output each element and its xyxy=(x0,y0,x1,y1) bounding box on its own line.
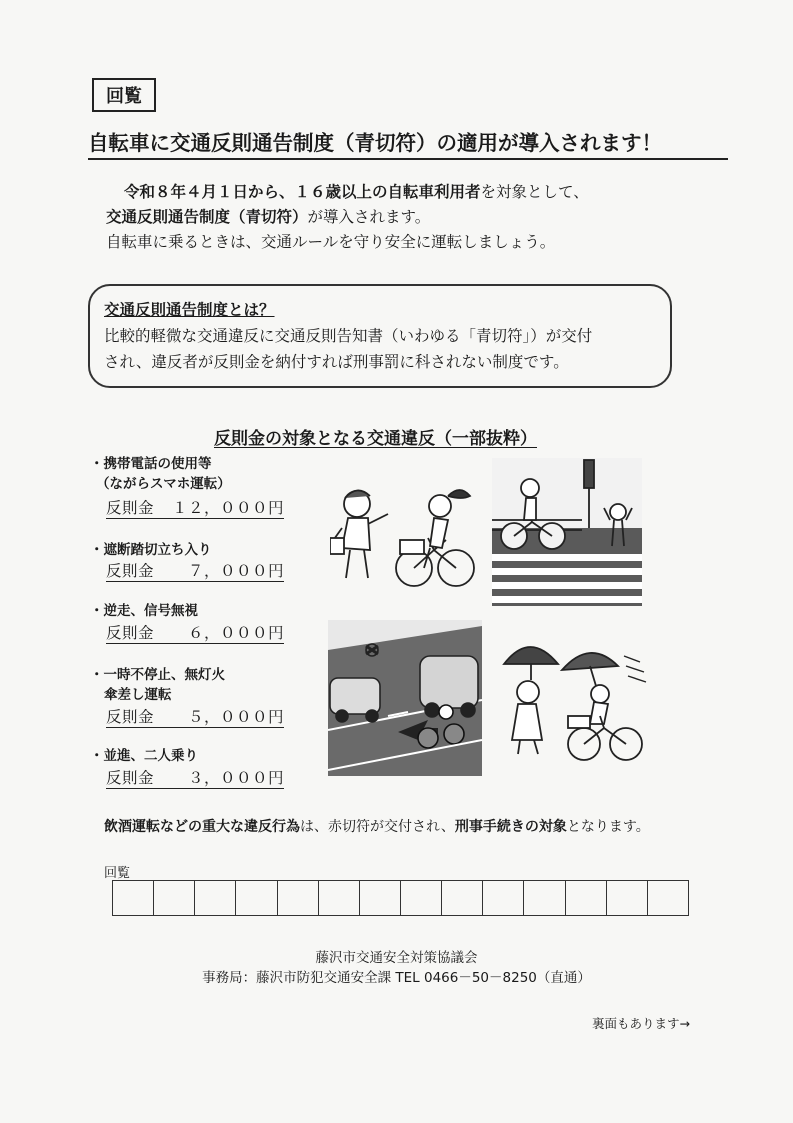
stamp-cell xyxy=(483,881,524,915)
violation-name: ・逆走、信号無視 xyxy=(90,603,198,619)
stamp-cell xyxy=(319,881,360,915)
circulation-stamp-label: 回覧 xyxy=(106,86,142,107)
violation-name: ・一時不停止、無灯火 xyxy=(90,667,225,683)
stamp-cell xyxy=(360,881,401,915)
stamp-cell xyxy=(442,881,483,915)
notice-bold-2: 刑事手続きの対象 xyxy=(454,819,567,835)
intro-line-1-bold: 令和８年４月１日から、１６歳以上の自転車利用者 xyxy=(124,183,481,201)
stamp-cell xyxy=(524,881,565,915)
notice-plain: は、赤切符が交付され、 xyxy=(300,819,455,835)
definition-title: 交通反則通告制度とは？ xyxy=(104,301,275,319)
fine-label: 反則金 xyxy=(106,499,155,517)
intro-line-1-rest: を対象として、 xyxy=(480,183,589,201)
violation-fine xyxy=(106,766,284,789)
fine-label: 反則金 xyxy=(106,708,155,726)
violation-name-sub: （ながらスマホ運転） xyxy=(96,476,231,492)
notice-end: となります。 xyxy=(566,819,650,835)
intro-line-2 xyxy=(106,205,430,229)
violation-fine xyxy=(106,705,284,728)
violation-fine xyxy=(106,496,284,519)
definition-line-2: され、違反者が反則金を納付すれば刑事罰に科されない制度です。 xyxy=(104,353,569,371)
violation-name: ・携帯電話の使用等 xyxy=(90,456,212,472)
fine-label: 反則金 xyxy=(106,624,155,642)
fine-amount: １２，０００円 xyxy=(171,499,284,517)
fine-amount: ６，０００円 xyxy=(187,624,284,642)
intro-line-2-rest: が導入されます。 xyxy=(307,208,431,226)
fine-amount: ５，０００円 xyxy=(187,708,284,726)
notice-bold-1: 飲酒運転などの重大な違反行為 xyxy=(104,819,300,835)
signal-crossing-illustration xyxy=(492,458,642,606)
fine-amount: ７，０００円 xyxy=(187,562,284,580)
serious-violation-notice xyxy=(104,816,650,836)
stamp-cell xyxy=(648,881,688,915)
section-title: 反則金の対象となる交通違反（一部抜粋） xyxy=(214,429,537,449)
definition-line-1: 比較的軽微な交通違反に交通反則告知書（いわゆる「青切符」）が交付 xyxy=(104,327,593,345)
fine-label: 反則金 xyxy=(106,769,155,787)
stamp-cell xyxy=(154,881,195,915)
intro-line-2-bold: 交通反則通告制度（青切符） xyxy=(106,208,308,226)
intro-line-3: 自転車に乗るときは、交通ルールを守り安全に運転しましょう。 xyxy=(106,233,556,251)
reverse-side-note: 裏面もあります→ xyxy=(592,1016,690,1031)
circulation-label: 回覧 xyxy=(104,866,131,881)
fine-amount: ３，０００円 xyxy=(187,769,284,787)
stamp-cell xyxy=(113,881,154,915)
fine-label: 反則金 xyxy=(106,562,155,580)
stamp-cell xyxy=(195,881,236,915)
stamp-cell xyxy=(566,881,607,915)
stamp-cell xyxy=(278,881,319,915)
circulation-stamp-grid xyxy=(112,880,689,916)
footer-office: 事務局：藤沢市防犯交通安全課 TEL 0466－50－8250（直通） xyxy=(202,970,591,986)
violation-fine xyxy=(106,621,284,644)
stamp-cell xyxy=(607,881,648,915)
footer-organization: 藤沢市交通安全対策協議会 xyxy=(315,950,478,966)
violation-name: ・遮断踏切立ち入り xyxy=(90,542,212,558)
stamp-cell xyxy=(236,881,277,915)
violation-name: ・並進、二人乗り xyxy=(90,748,198,764)
violation-fine xyxy=(106,559,284,582)
stamp-cell xyxy=(401,881,442,915)
violation-name-sub: 傘差し運転 xyxy=(104,687,172,703)
page-title: 自転車に交通反則通告制度（青切符）の適用が導入されます！ xyxy=(88,130,728,160)
umbrella-riding-illustration xyxy=(500,636,648,766)
wrong-way-illustration xyxy=(328,620,482,776)
phone-riding-illustration xyxy=(330,478,480,596)
circulation-stamp-box xyxy=(92,78,156,112)
intro-line-1 xyxy=(124,180,589,204)
